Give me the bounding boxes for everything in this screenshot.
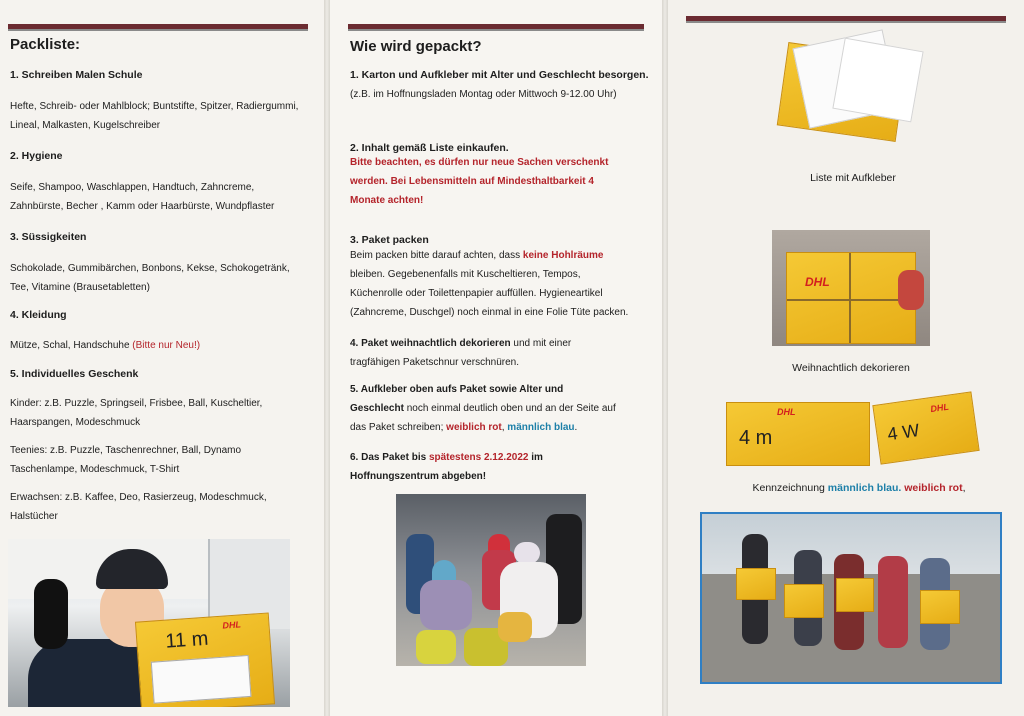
panel-packliste	[0, 0, 324, 716]
photo-boy-with-parcel	[8, 539, 290, 707]
step-4-text: 4. Paket weihnachtlich dekorieren und mit einer tragfähigen Paketschnur verschnüren.	[350, 338, 572, 368]
section-text: Kinder: z.B. Puzzle, Springseil, Frisbee, Ball, Kuscheltier, Haarspangen, Modeschmuck	[10, 398, 263, 428]
step-6-text: 6. Das Paket bis spätestens 2.12.2022 im Hoffnungszentrum abgeben!	[350, 452, 543, 482]
section-text: Mütze, Schal, Handschuhe (Bitte nur Neu!)	[10, 340, 201, 351]
teenies-text: Teenies: z.B. Puzzle, Taschenrechner, Ball, Dynamo Taschenlampe, Modeschmuck, T-Shirt	[10, 445, 242, 475]
photo-labels	[776, 26, 926, 148]
step-1-heading: 1. Karton und Aufkleber mit Alter und Geschlecht besorgen.	[350, 69, 649, 81]
caption-kennzeichnung: Kennzeichnung männlich blau. weiblich rot,	[752, 482, 966, 494]
photo-children-with-gifts	[396, 494, 586, 666]
step-3-heading: 3. Paket packen	[350, 234, 429, 246]
box-marked-female: DHL 4 W	[872, 391, 979, 464]
section-heading: 1. Schreiben Malen Schule	[10, 69, 143, 81]
wie-title: Wie wird gepackt?	[350, 38, 482, 55]
section-text: Schokolade, Gummibärchen, Bonbons, Kekse, Schokogetränk, Tee, Vitamine (Brausetabletten)	[10, 263, 290, 293]
section-heading: 5. Individuelles Geschenk	[10, 368, 139, 380]
step-1-text: (z.B. im Hoffnungsladen Montag oder Mittwoch 9-12.00 Uhr)	[350, 89, 617, 100]
caption-liste-mit-aufkleber: Liste mit Aufkleber	[810, 172, 896, 184]
panel-wie-wird-gepackt	[330, 0, 662, 716]
section-text: Hefte, Schreib- oder Mahlblock; Buntstifte, Spitzer, Radiergummi, Lineal, Malkasten, Kugelschreiber	[10, 101, 299, 131]
step-5-text: 5. Aufkleber oben aufs Paket sowie Alter und Geschlecht noch einmal deutlich oben und an der Seite auf das Paket schreiben; weiblich rot, männlich blau.	[350, 384, 616, 433]
box-marked-male: DHL 4 m	[726, 402, 870, 466]
step-2-heading: 2. Inhalt gemäß Liste einkaufen.	[350, 142, 509, 154]
parcel-box: DHL 11 m	[135, 612, 275, 707]
photo-children-with-parcels	[700, 512, 1002, 684]
section-heading: 2. Hygiene	[10, 150, 63, 162]
step-2-warning: Bitte beachten, es dürfen nur neue Sachen verschenkt werden. Bei Lebensmitteln auf Mindesthaltbarkeit 4 Monate achten!	[350, 157, 609, 206]
caption-weihnachtlich: Weihnachtlich dekorieren	[792, 362, 910, 374]
header-bar	[348, 24, 644, 31]
step-3-text: Beim packen bitte darauf achten, dass keine Hohlräume bleiben. Gegebenenfalls mit Kuscheltieren, Tempos, Küchenrolle oder Toilettenpapier auffüllen. Hygieneartikel (Zahncreme, Duschgel) noch einmal in eine Folie Tüte packen.	[350, 250, 629, 318]
header-bar	[686, 16, 1006, 23]
header-bar	[8, 24, 308, 31]
packliste-title: Packliste:	[10, 36, 81, 53]
section-text: Seife, Shampoo, Waschlappen, Handtuch, Zahncreme, Zahnbürste, Becher , Kamm oder Haarbürste, Wundpflaster	[10, 182, 275, 212]
panel-pictures	[668, 0, 1024, 716]
section-heading: 3. Süssigkeiten	[10, 231, 87, 243]
section-heading: 4. Kleidung	[10, 309, 67, 321]
erwachsen-text: Erwachsen: z.B. Kaffee, Deo, Rasierzeug, Modeschmuck, Halstücher	[10, 492, 267, 522]
photo-decorated-parcel: DHL	[772, 230, 930, 346]
